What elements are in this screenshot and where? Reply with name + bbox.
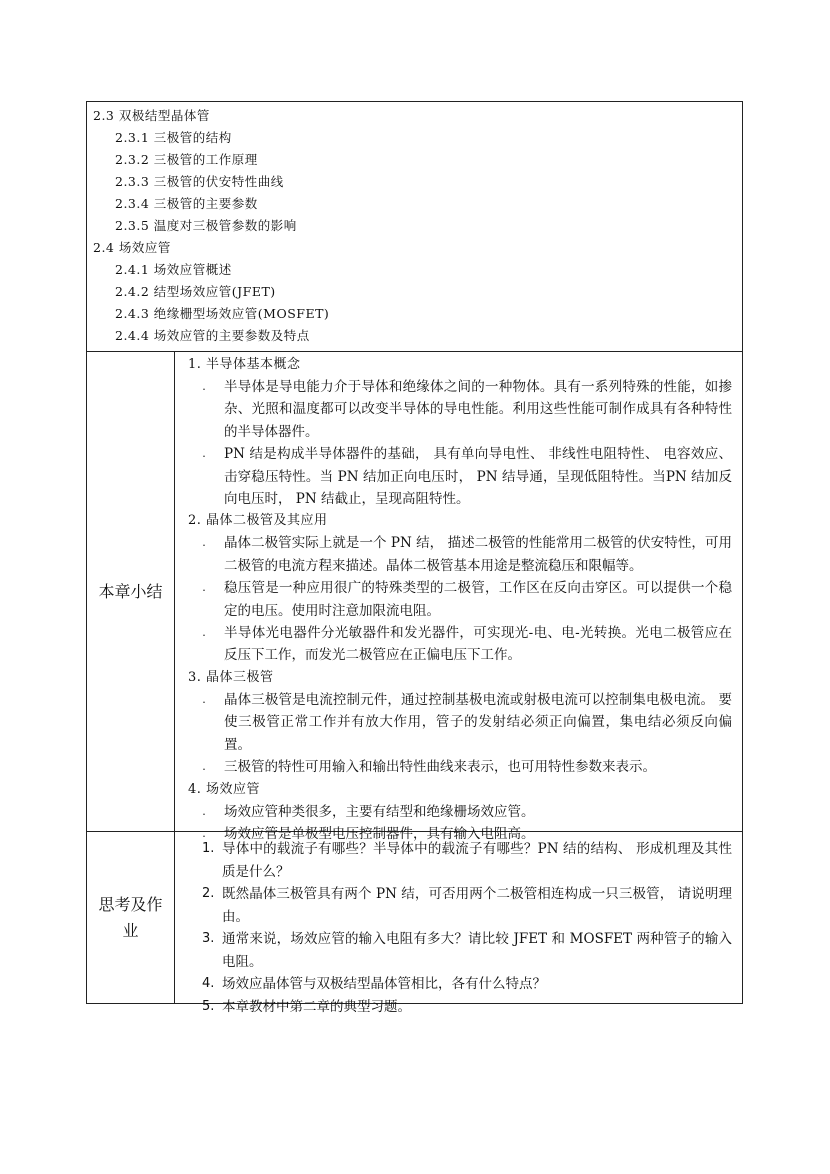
homework-item xyxy=(184,973,732,996)
summary-bullet xyxy=(184,577,732,622)
toc-item: 2.3 双极结型晶体管 xyxy=(93,108,210,123)
homework-text: 导体中的载流子有哪些？半导体中的载流子有哪些？PN 结的结构、 形成机理及其性质是什么？ xyxy=(222,841,732,880)
homework-row xyxy=(87,832,742,1015)
homework-item xyxy=(184,996,732,1019)
summary-section-title: 2. 晶体二极管及其应用 xyxy=(188,513,328,529)
homework-label: 思考及作业 xyxy=(87,832,175,1003)
homework-num: 1. xyxy=(202,841,215,856)
bullet-text: 半导体是导电能力介于导体和绝缘体之间的一种物体。具有一系列特殊的性能，如掺杂、光照和温度都可以改变半导体的导电性能。利用这些性能可制作成具有各种特性的半导体器件。 xyxy=(224,379,732,440)
bullet-text: PN 结是构成半导体器件的基础， 具有单向导电性、 非线性电阻特性、 电容效应、击穿稳压特性。当 PN 结加正向电压时， PN 结导通，呈现低阻特性。当PN 结加反向电压时， PN 结截止，呈现高阻特性。 xyxy=(224,446,732,508)
homework-num: 4. xyxy=(202,976,215,991)
bullet-text: 晶体二极管实际上就是一个 PN 结， 描述二极管的性能常用二极管的伏安特性，可用二极管的电流方程来描述。晶体二极管基本用途是整流稳压和限幅等。 xyxy=(224,535,732,574)
homework-num: 5. xyxy=(202,998,215,1014)
homework-content xyxy=(175,832,742,1015)
summary-bullet xyxy=(184,376,732,443)
bullet-dot: . xyxy=(202,626,206,640)
homework-item xyxy=(184,883,732,928)
bullet-dot: . xyxy=(202,826,206,840)
bullet-text: 场效应管种类很多，主要有结型和绝缘栅场效应管。 xyxy=(224,803,535,820)
homework-text: 通常来说，场效应管的输入电阻有多大？请比较 JFET 和 MOSFET 两种管子的输入电阻。 xyxy=(222,931,732,970)
bullet-text: 场效应管是单极型电压控制器件，具有输入电阻高。 xyxy=(224,825,535,842)
toc-item: 2.3.1 三极管的结构 xyxy=(115,130,232,145)
toc-item: 2.4.4 场效应管的主要参数及特点 xyxy=(115,328,310,343)
toc-section xyxy=(87,102,742,352)
summary-bullet xyxy=(184,756,732,778)
bullet-dot: . xyxy=(202,804,206,818)
toc-item: 2.3.3 三极管的伏安特性曲线 xyxy=(115,174,284,189)
bullet-dot: . xyxy=(202,692,206,706)
bullet-dot: . xyxy=(202,447,206,461)
summary-section-title: 4. 场效应管 xyxy=(188,781,261,797)
homework-text: 本章教材中第二章的典型习题。 xyxy=(222,998,411,1015)
homework-item xyxy=(184,928,732,973)
summary-section-title: 3. 晶体三极管 xyxy=(188,669,274,685)
toc-item: 2.4.2 结型场效应管(JFET) xyxy=(115,284,276,299)
bullet-dot: . xyxy=(202,581,206,595)
summary-bullet xyxy=(184,532,732,577)
bullet-text: 三极管的特性可用输入和输出特性曲线来表示，也可用特性参数来表示。 xyxy=(224,759,656,776)
bullet-dot: . xyxy=(202,760,206,774)
bullet-dot: . xyxy=(202,380,206,393)
toc-item: 2.3.4 三极管的主要参数 xyxy=(115,196,258,211)
bullet-text: 晶体三极管是电流控制元件，通过控制基极电流或射极电流可以控制集电极电流。 要使三极管正常工作并有放大作用，管子的发射结必须正向偏置，集电结必须反向偏置。 xyxy=(224,691,732,753)
summary-bullet xyxy=(184,443,732,510)
summary-content xyxy=(175,352,742,842)
homework-item xyxy=(184,838,732,883)
toc-item: 2.3.2 三极管的工作原理 xyxy=(115,152,258,167)
homework-num: 2. xyxy=(202,886,215,901)
homework-text: 既然晶体三极管具有两个 PN 结，可否用两个二极管相连构成一只三极管， 请说明理由。 xyxy=(222,886,732,925)
summary-bullet xyxy=(184,689,732,756)
toc-item: 2.4.1 场效应管概述 xyxy=(115,262,232,277)
summary-section-title: 1. 半导体基本概念 xyxy=(188,357,301,372)
bullet-text: 稳压管是一种应用很广的特殊类型的二极管，工作区在反向击穿区。可以提供一个稳定的电压。使用时注意加限流电阻。 xyxy=(224,580,732,619)
summary-label: 本章小结 xyxy=(87,352,175,831)
chapter-table xyxy=(86,101,743,1015)
summary-row xyxy=(87,352,742,842)
toc-item: 2.3.5 温度对三极管参数的影响 xyxy=(115,218,297,233)
homework-text: 场效应晶体管与双极结型晶体管相比，各有什么特点？ xyxy=(222,976,546,992)
toc-item: 2.4.3 绝缘栅型场效应管(MOSFET) xyxy=(115,306,330,321)
summary-bullet xyxy=(184,801,732,823)
summary-bullet xyxy=(184,622,732,667)
homework-num: 3. xyxy=(202,931,215,946)
bullet-dot: . xyxy=(202,536,206,550)
bullet-text: 半导体光电器件分光敏器件和发光器件，可实现光-电、电-光转换。光电二极管应在反压下工作，而发光二极管应在正偏电压下工作。 xyxy=(224,625,732,664)
toc-item: 2.4 场效应管 xyxy=(93,240,171,255)
